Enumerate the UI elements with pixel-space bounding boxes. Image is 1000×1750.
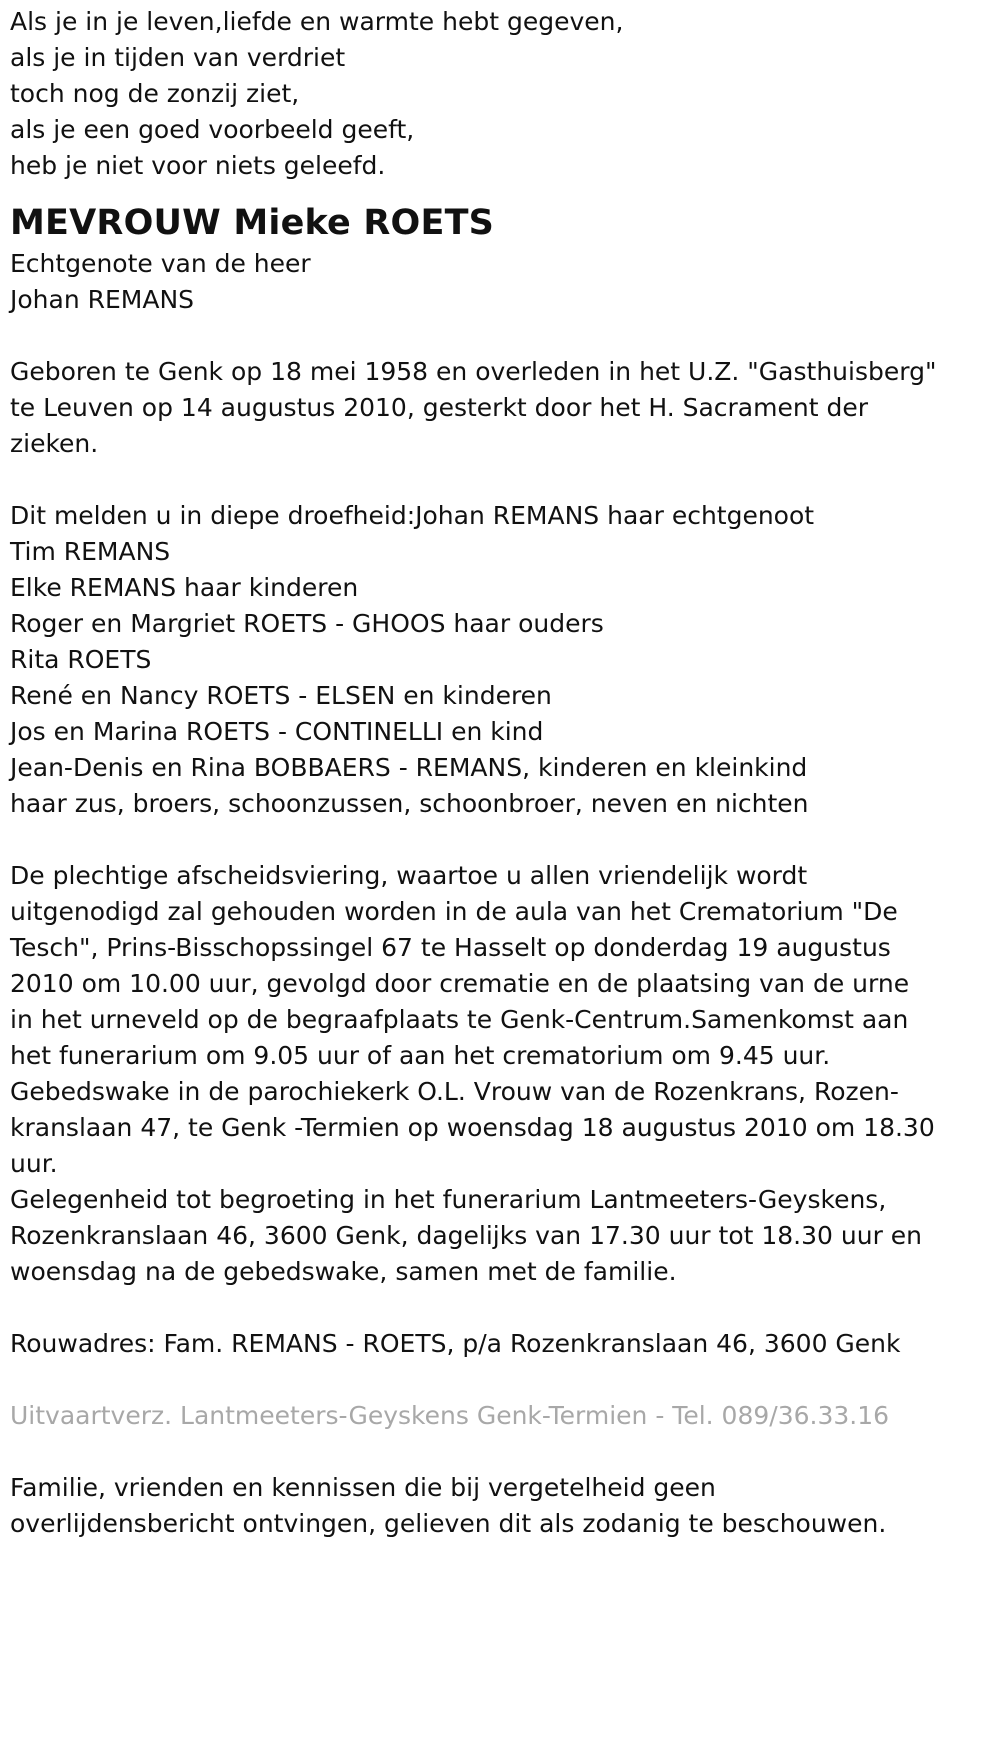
ceremony-line: 2010 om 10.00 uur, gevolgd door crematie en de plaatsing van de urne — [10, 969, 910, 998]
spacer — [10, 462, 995, 498]
ceremony-line: woensdag na de gebedswake, samen met de familie. — [10, 1257, 677, 1286]
mourner-line: Tim REMANS — [10, 537, 171, 566]
closing-line: overlijdensbericht ontvingen, gelieven dit als zodanig te beschouwen. — [10, 1509, 887, 1538]
mourning-address: Rouwadres: Fam. REMANS - ROETS, p/a Rozenkranslaan 46, 3600 Genk — [10, 1329, 901, 1358]
ceremony-details — [10, 858, 995, 1290]
ceremony-line: het funerarium om 9.05 uur of aan het crematorium om 9.45 uur. — [10, 1041, 831, 1070]
obituary-notice — [10, 4, 995, 1542]
birth-death-line: zieken. — [10, 429, 99, 458]
poem-line: Als je in je leven,liefde en warmte hebt gegeven, — [10, 7, 624, 36]
birth-death-line: Geboren te Genk op 18 mei 1958 en overleden in het U.Z. "Gasthuisberg" — [10, 357, 937, 386]
mourner-line: Roger en Margriet ROETS - GHOOS haar ouders — [10, 609, 604, 638]
birth-death-line: te Leuven op 14 augustus 2010, gesterkt door het H. Sacrament der — [10, 393, 868, 422]
spacer — [10, 822, 995, 858]
ceremony-line: kranslaan 47, te Genk -Termien op woensdag 18 augustus 2010 om 18.30 — [10, 1113, 935, 1142]
birth-death-details — [10, 354, 995, 462]
poem — [10, 4, 995, 184]
relation-line: Johan REMANS — [10, 285, 195, 314]
ceremony-line: in het urneveld op de begraafplaats te Genk-Centrum.Samenkomst aan — [10, 1005, 909, 1034]
poem-line: toch nog de zonzij ziet, — [10, 79, 300, 108]
ceremony-line: Gelegenheid tot begroeting in het funerarium Lantmeeters-Geyskens, — [10, 1185, 887, 1214]
closing-line: Familie, vrienden en kennissen die bij vergetelheid geen — [10, 1473, 716, 1502]
deceased-name: MEVROUW Mieke ROETS — [10, 203, 495, 243]
ceremony-line: Rozenkranslaan 46, 3600 Genk, dagelijks van 17.30 uur tot 18.30 uur en — [10, 1221, 923, 1250]
poem-line: als je een goed voorbeeld geeft, — [10, 115, 415, 144]
spacer — [10, 1434, 995, 1470]
mourner-line: Dit melden u in diepe droefheid:Johan REMANS haar echtgenoot — [10, 501, 815, 530]
closing-note — [10, 1470, 995, 1542]
undertaker-info: Uitvaartverz. Lantmeeters-Geyskens Genk-Termien - Tel. 089/36.33.16 — [10, 1401, 890, 1430]
spacer — [10, 1362, 995, 1398]
ceremony-line: uitgenodigd zal gehouden worden in de aula van het Crematorium "De — [10, 897, 898, 926]
mourners-list — [10, 498, 995, 822]
spacer — [10, 1290, 995, 1326]
ceremony-line: uur. — [10, 1149, 58, 1178]
mourner-line: Elke REMANS haar kinderen — [10, 573, 359, 602]
spouse-relation — [10, 246, 995, 318]
relation-line: Echtgenote van de heer — [10, 249, 311, 278]
mourner-line: Jos en Marina ROETS - CONTINELLI en kind — [10, 717, 544, 746]
spacer — [10, 318, 995, 354]
poem-line: heb je niet voor niets geleefd. — [10, 151, 386, 180]
ceremony-line: De plechtige afscheidsviering, waartoe u allen vriendelijk wordt — [10, 861, 808, 890]
mourner-line: haar zus, broers, schoonzussen, schoonbroer, neven en nichten — [10, 789, 809, 818]
ceremony-line: Tesch", Prins-Bisschopssingel 67 te Hasselt op donderdag 19 augustus — [10, 933, 891, 962]
mourner-line: Jean-Denis en Rina BOBBAERS - REMANS, kinderen en kleinkind — [10, 753, 808, 782]
mourner-line: Rita ROETS — [10, 645, 152, 674]
poem-line: als je in tijden van verdriet — [10, 43, 346, 72]
ceremony-line: Gebedswake in de parochiekerk O.L. Vrouw van de Rozenkrans, Rozen- — [10, 1077, 899, 1106]
mourner-line: René en Nancy ROETS - ELSEN en kinderen — [10, 681, 552, 710]
